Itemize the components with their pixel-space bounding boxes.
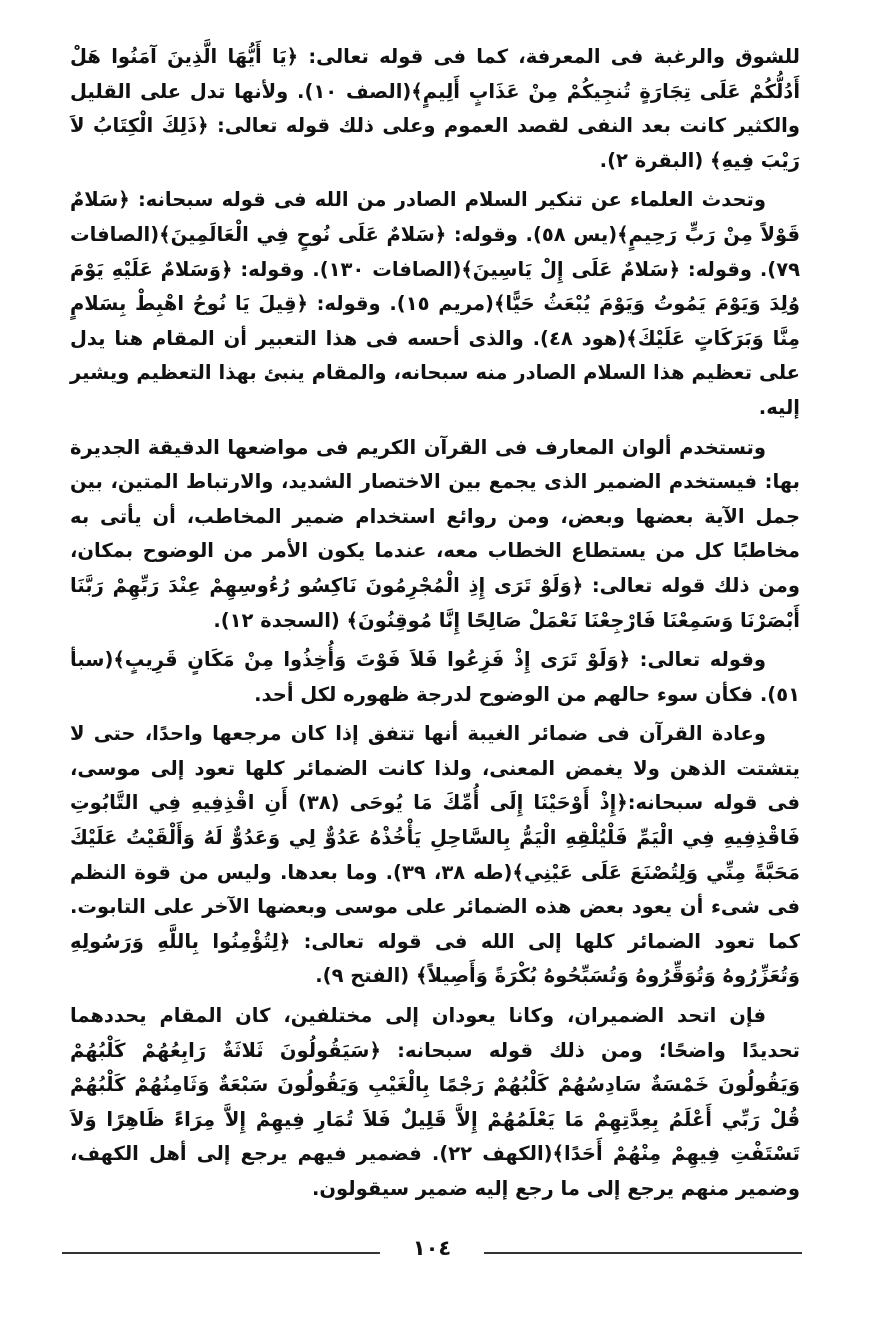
footer-rule-right: [484, 1252, 802, 1254]
page-footer: [62, 1236, 802, 1262]
paragraph-6: فإن اتحد الضميران، وكانا يعودان إلى مختلفين، كان المقام يحددهما تحديدًا واضحًا؛ ومن ذلك قوله سبحانه: ﴿سَيَقُولُونَ ثَلاثَةٌ رَابِعُهُمْ كَلْبُهُمْ وَيَقُولُونَ خَمْسَةٌ سَادِسُهُمْ كَلْبُهُمْ رَجْمًا بِالْغَيْبِ وَيَقُولُونَ سَبْعَةٌ وَثَامِنُهُمْ كَلْبُهُمْ قُلْ رَبِّي أَعْلَمُ بِعِدَّتِهِمْ مَا يَعْلَمُهُمْ إِلاَّ قَلِيلٌ فَلاَ تُمَارِ فِيهِمْ إِلاَّ مِرَاءً ظَاهِرًا وَلاَ تَسْتَفْتِ فِيهِمْ مِنْهُمْ أَحَدًا﴾(الكهف ٢٢). فضمير فيهم يرجع إلى أهل الكهف، وضمير منهم يرجع إلى ما رجع إليه ضمير سيقولون.: [70, 1004, 800, 1200]
page-number: ١٠٤: [412, 1236, 452, 1260]
page-body: [70, 40, 800, 1212]
paragraph-5: وعادة القرآن فى ضمائر الغيبة أنها تتفق إذا كان مرجعها واحدًا، حتى لا يتشتت الذهن ولا يغمض المعنى، ولذا كانت الضمائر كلها تعود إلى موسى، فى قوله سبحانه:﴿إِذْ أَوْحَيْنَا إِلَى أُمِّكَ مَا يُوحَى (٣٨) أَنِ اقْذِفِيهِ فِي التَّابُوتِ فَاقْذِفِيهِ فِي الْيَمِّ فَلْيُلْقِهِ الْيَمُّ بِالسَّاحِلِ يَأْخُذْهُ عَدُوٌّ لِي وَعَدُوٌّ لَهُ وَأَلْقَيْتُ عَلَيْكَ مَحَبَّةً مِنِّي وَلِتُصْنَعَ عَلَى عَيْنِي﴾(طه ٣٨، ٣٩). وما بعدها. وليس من قوة النظم فى شىء أن يعود بعض هذه الضمائر على موسى وبعضها الآخر على التابوت. كما تعود الضمائر كلها إلى الله فى قوله تعالى: ﴿لِتُؤْمِنُوا بِاللَّهِ وَرَسُولِهِ وَتُعَزِّرُوهُ وَتُوَقِّرُوهُ وَتُسَبِّحُوهُ بُكْرَةً وَأَصِيلاً﴾ (الفتح ٩).: [70, 722, 800, 988]
paragraph-2: وتحدث العلماء عن تنكير السلام الصادر من الله فى قوله سبحانه: ﴿سَلامٌ قَوْلاً مِنْ رَبٍّ رَحِيمٍ﴾(يس ٥٨). وقوله: ﴿سَلامٌ عَلَى نُوحٍ فِي الْعَالَمِينَ﴾(الصافات ٧٩). وقوله: ﴿سَلامٌ عَلَى إِلْ يَاسِينَ﴾(الصافات ١٣٠). وقوله: ﴿وَسَلامٌ عَلَيْهِ يَوْمَ وُلِدَ وَيَوْمَ يَمُوتُ وَيَوْمَ يُبْعَثُ حَيًّا﴾(مريم ١٥). وقوله: ﴿قِيلَ يَا نُوحُ اهْبِطْ بِسَلامٍ مِنَّا وَبَرَكَاتٍ عَلَيْكَ﴾(هود ٤٨). والذى أحسه فى هذا التعبير أن المقام هنا يدل على تعظيم هذا السلام الصادر منه سبحانه، والمقام ينبئ بهذا التعظيم ويشير إليه.: [70, 188, 801, 419]
footer-rule-left: [62, 1252, 380, 1254]
paragraph-4: وقوله تعالى: ﴿وَلَوْ تَرَى إِذْ فَزِعُوا فَلاَ فَوْتَ وَأُخِذُوا مِنْ مَكَانٍ قَرِيبٍ﴾(سبأ ٥١). فكأن سوء حالهم من الوضوح لدرجة ظهوره لكل أحد.: [70, 648, 800, 706]
paragraph-1: للشوق والرغبة فى المعرفة، كما فى قوله تعالى: ﴿يَا أَيُّهَا الَّذِينَ آمَنُوا هَلْ أَدُلُّكُمْ عَلَى تِجَارَةٍ تُنجِيكُمْ مِنْ عَذَابٍ أَلِيمٍ﴾(الصف ١٠). ولأنها تدل على القليل والكثير كانت بعد النفى لقصد العموم وعلى ذلك قوله تعالى: ﴿ذَلِكَ الْكِتَابُ لاَ رَيْبَ فِيهِ﴾ (البقرة ٢).: [70, 45, 801, 172]
paragraph-3: وتستخدم ألوان المعارف فى القرآن الكريم فى مواضعها الدقيقة الجديرة بها: فيستخدم الضمير الذى يجمع بين الاختصار الشديد، والارتباط المتين، بين جمل الآية بعضها وبعض، ومن روائع استخدام ضمير المخاطب، أن يأتى به مخاطبًا كل من يستطاع الخطاب معه، عندما يكون الأمر من الوضوح بمكان، ومن ذلك قوله تعالى: ﴿وَلَوْ تَرَى إِذِ الْمُجْرِمُونَ نَاكِسُو رُءُوسِهِمْ عِنْدَ رَبِّهِمْ رَبَّنَا أَبْصَرْنَا وَسَمِعْنَا فَارْجِعْنَا نَعْمَلْ صَالِحًا إِنَّا مُوقِنُونَ﴾ (السجدة ١٢).: [70, 435, 800, 632]
